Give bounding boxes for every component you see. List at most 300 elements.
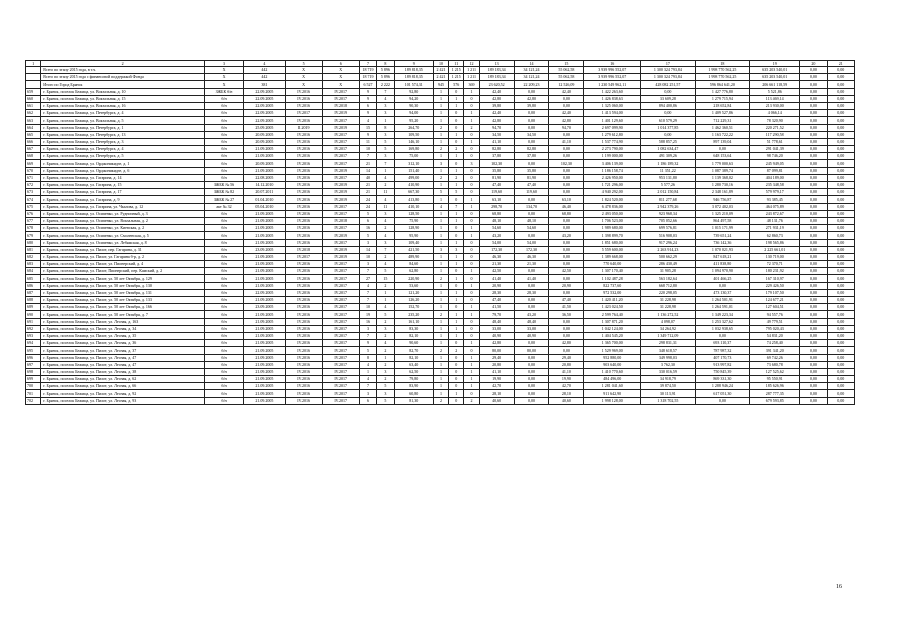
table-cell: 05.04.2010 bbox=[244, 203, 285, 210]
table-cell: 21.09.2005 bbox=[244, 210, 285, 217]
table-cell: 2 012 150,84 bbox=[641, 189, 696, 196]
table-cell: 126,20 bbox=[394, 297, 433, 304]
table-cell: 2 bbox=[449, 146, 464, 153]
table-cell: IV.2016 bbox=[285, 225, 322, 232]
table-cell: IV.2016 bbox=[285, 340, 322, 347]
table-cell: 0,00 bbox=[800, 383, 827, 390]
table-cell: 2 bbox=[433, 397, 448, 404]
table-cell: 0,00 bbox=[800, 153, 827, 160]
table-cell: 690 bbox=[26, 311, 41, 318]
table-cell: 750 845,39 bbox=[695, 368, 750, 375]
table-cell: 0,00 bbox=[800, 203, 827, 210]
table-cell: 206 661 118,59 bbox=[750, 81, 800, 88]
table-cell: 63,40 bbox=[394, 361, 433, 368]
table-cell: 1 bbox=[433, 318, 448, 325]
table-row bbox=[26, 376, 855, 383]
table-cell: 516 908,03 bbox=[641, 232, 696, 239]
table-cell: 49 779,51 bbox=[750, 318, 800, 325]
table-cell: 428 082 251,57 bbox=[641, 81, 696, 88]
table-cell: 72 370,71 bbox=[750, 261, 800, 268]
table-cell: 21.09.2005 bbox=[244, 390, 285, 397]
table-cell: 664 bbox=[26, 124, 41, 131]
table-cell: 3 bbox=[359, 239, 376, 246]
address-cell: г. Брянск, поселок Бежица, ул. Пилот, ул. 50 лет Октября, д. 133 bbox=[41, 297, 205, 304]
table-cell: 189 183,34 bbox=[479, 67, 514, 74]
table-cell: 1 bbox=[449, 182, 464, 189]
table-cell: 0,00 bbox=[514, 383, 549, 390]
table-cell: 62,50 bbox=[394, 368, 433, 375]
table-cell: 410,90 bbox=[394, 182, 433, 189]
table-cell: 407 170,73 bbox=[695, 354, 750, 361]
table-cell: 500 662,29 bbox=[641, 253, 696, 260]
table-cell: 5 bbox=[449, 189, 464, 196]
table-cell: 5 bbox=[377, 383, 394, 390]
table-cell: IV.2018 bbox=[285, 246, 322, 253]
table-row bbox=[26, 390, 855, 397]
table-cell: IV.2016 bbox=[285, 146, 322, 153]
table-cell: IV.2016 bbox=[285, 297, 322, 304]
table-cell: 134,70 bbox=[514, 203, 549, 210]
table-cell: 0,00 bbox=[827, 167, 854, 174]
table-cell: 2 bbox=[433, 124, 448, 131]
table-cell: 87 099,81 bbox=[750, 167, 800, 174]
table-cell: 21 bbox=[359, 182, 376, 189]
table-cell: 29,40 bbox=[479, 354, 514, 361]
table-cell: 911 642,90 bbox=[584, 390, 641, 397]
table-cell: 563 182,64 bbox=[641, 275, 696, 282]
table-cell: 0,00 bbox=[800, 311, 827, 318]
table-cell: ЗЖБК б/н bbox=[204, 88, 243, 95]
table-cell: 73 680,78 bbox=[750, 361, 800, 368]
address-cell: г. Брянск, поселок Бежица, ул. Пилот, ул. Лесная, д. 47 bbox=[41, 354, 205, 361]
table-cell: 0,00 bbox=[800, 138, 827, 145]
table-cell: 2 bbox=[377, 347, 394, 354]
table-cell: 0,00 bbox=[514, 340, 549, 347]
table-cell: 0,00 bbox=[827, 318, 854, 325]
table-cell: 1 bbox=[433, 253, 448, 260]
table-cell: 7 bbox=[449, 203, 464, 210]
table-cell: 0,00 bbox=[800, 131, 827, 138]
table-cell: IV.2016 bbox=[285, 397, 322, 404]
table-cell: б/н bbox=[204, 318, 243, 325]
table-cell: 172,30 bbox=[514, 246, 549, 253]
table-cell: 22.09.2005 bbox=[244, 88, 285, 95]
column-number-cell: 14 bbox=[514, 61, 549, 67]
table-cell: 1 389 668,00 bbox=[584, 253, 641, 260]
table-cell: 1 280 730,16 bbox=[695, 182, 750, 189]
table-cell: б/н bbox=[204, 376, 243, 383]
table-cell: 1 537 774,90 bbox=[584, 138, 641, 145]
table-cell: 0,00 bbox=[800, 246, 827, 253]
table-cell: 68,80 bbox=[479, 210, 514, 217]
table-cell: 2 bbox=[377, 225, 394, 232]
table-cell: 0,00 bbox=[800, 354, 827, 361]
table-cell: 0,00 bbox=[514, 390, 549, 397]
table-row bbox=[26, 311, 855, 318]
table-cell: 11 bbox=[377, 203, 394, 210]
table-cell: 0,00 bbox=[827, 297, 854, 304]
table-row bbox=[26, 297, 855, 304]
table-cell: 3 406 139,00 bbox=[584, 160, 641, 167]
table-cell: 0,00 bbox=[800, 81, 827, 88]
table-cell: 16 bbox=[359, 318, 376, 325]
table-cell: 21.09.2005 bbox=[244, 297, 285, 304]
table-cell: X bbox=[204, 81, 243, 88]
table-cell: 3 bbox=[377, 131, 394, 138]
table-cell: 0,00 bbox=[827, 217, 854, 224]
table-cell: 0,00 bbox=[827, 332, 854, 339]
table-cell: 0,00 bbox=[514, 160, 549, 167]
table-cell: 1 bbox=[449, 153, 464, 160]
address-cell: г. Брянск, поселок Бежица, ул. Гагарина, д. 15 bbox=[41, 182, 205, 189]
address-cell: г. Брянск, поселок Бежица, ул. Осипенко, ул. Рудничный, д. 3 bbox=[41, 210, 205, 217]
table-cell: б/н bbox=[204, 297, 243, 304]
table-cell: 0 bbox=[449, 376, 464, 383]
table-cell: 404 189,00 bbox=[750, 174, 800, 181]
table-cell: 75,90 bbox=[394, 217, 433, 224]
table-cell: 15 bbox=[377, 275, 394, 282]
table-cell: 897 139,04 bbox=[695, 138, 750, 145]
table-cell: 1 300 324 793,84 bbox=[641, 67, 696, 74]
table-cell: 588 857,25 bbox=[641, 138, 696, 145]
table-cell: 152,70 bbox=[394, 304, 433, 311]
address-cell: г. Брянск, поселок Бежица, ул. Пилот, ул. 50 лет Октября, д. 7 bbox=[41, 311, 205, 318]
column-number-cell: 12 bbox=[464, 61, 479, 67]
table-cell: б/н bbox=[204, 340, 243, 347]
table-cell: 702 bbox=[26, 397, 41, 404]
table-cell: 34 121,24 bbox=[514, 74, 549, 81]
table-cell: 01.04.2010 bbox=[244, 196, 285, 203]
table-row bbox=[26, 361, 855, 368]
address-cell: г. Брянск, поселок Бежица, ул. Петербурга, д. 4 bbox=[41, 110, 205, 117]
table-cell: 692 bbox=[26, 325, 41, 332]
address-cell: г. Брянск, поселок Бежица, ул. Осипенко, ул. Лебяжская, д. 8 bbox=[41, 239, 205, 246]
table-cell: 1 bbox=[433, 88, 448, 95]
table-cell: 1 bbox=[464, 268, 479, 275]
table-cell: 442 bbox=[244, 67, 285, 74]
table-cell: 271 931,19 bbox=[750, 225, 800, 232]
table-cell: б/н bbox=[204, 138, 243, 145]
table-cell bbox=[26, 81, 41, 88]
table-cell: б/н bbox=[204, 246, 243, 253]
address-cell: г. Брянск, поселок Бежица, ул. Гагарина, д. 17 bbox=[41, 189, 205, 196]
table-cell: 2 bbox=[377, 253, 394, 260]
table-cell: 161,10 bbox=[394, 318, 433, 325]
table-cell: 0 bbox=[449, 138, 464, 145]
table-cell: 20.09.2005 bbox=[244, 138, 285, 145]
column-number-cell: 10 bbox=[433, 61, 448, 67]
table-cell: 48,40 bbox=[514, 318, 549, 325]
table-cell: б/н bbox=[204, 110, 243, 117]
table-cell: 1 215 bbox=[449, 67, 464, 74]
table-cell: IV.2016 bbox=[285, 95, 322, 102]
table-cell: 1 bbox=[433, 332, 448, 339]
table-cell: 21.09.2005 bbox=[244, 253, 285, 260]
table-row bbox=[26, 74, 855, 81]
table-cell: IV.2017 bbox=[322, 304, 359, 311]
table-cell: 41,10 bbox=[479, 368, 514, 375]
table-row bbox=[26, 232, 855, 239]
table-cell: 0,00 bbox=[800, 304, 827, 311]
table-cell: 6 bbox=[359, 102, 376, 109]
table-cell: 0,00 bbox=[800, 174, 827, 181]
address-cell: г. Брянск, поселок Бежица, ул. Пилот, ул. Лесная, д. 47 bbox=[41, 361, 205, 368]
table-cell: 1 bbox=[449, 318, 464, 325]
table-cell: 691 bbox=[26, 318, 41, 325]
table-cell: 30 113,91 bbox=[641, 390, 696, 397]
address-cell: г. Брянск, поселок Бежица, ул. Пилот, ул. 50 лет Октября, д. 131 bbox=[41, 289, 205, 296]
table-cell: 7 bbox=[359, 289, 376, 296]
address-cell: г. Брянск, поселок Бежица, ул. Пилот, ул. 50 лет Октября, д. 129 bbox=[41, 275, 205, 282]
table-cell: 3 bbox=[377, 325, 394, 332]
table-cell: IV.2016 bbox=[285, 368, 322, 375]
table-cell: 1 851 680,00 bbox=[584, 239, 641, 246]
table-cell: 1 462 360,51 bbox=[695, 124, 750, 131]
table-cell: 0,00 bbox=[549, 153, 584, 160]
table-cell: 198 565,86 bbox=[750, 239, 800, 246]
table-cell: X bbox=[322, 67, 359, 74]
table-cell: 34 918,79 bbox=[641, 376, 696, 383]
table-cell: 24 bbox=[359, 203, 376, 210]
table-row bbox=[26, 340, 855, 347]
table-cell: 62,80 bbox=[394, 268, 433, 275]
table-cell: 2 bbox=[433, 275, 448, 282]
table-row bbox=[26, 138, 855, 145]
table-cell: 2 bbox=[377, 318, 394, 325]
table-cell: 2 942 379,26 bbox=[641, 203, 696, 210]
table-cell: 46,30 bbox=[514, 253, 549, 260]
table-cell: 1 bbox=[433, 390, 448, 397]
table-cell: 109,50 bbox=[394, 131, 433, 138]
table-cell: 1 721 296,00 bbox=[584, 182, 641, 189]
table-cell: 37,80 bbox=[479, 153, 514, 160]
table-cell: 21.09.2005 bbox=[244, 354, 285, 361]
table-cell: б/н bbox=[204, 361, 243, 368]
table-cell: 1 bbox=[464, 203, 479, 210]
table-row bbox=[26, 167, 855, 174]
table-cell: б/н bbox=[204, 282, 243, 289]
table-cell: IV.2017 bbox=[322, 131, 359, 138]
table-cell: 11 bbox=[377, 189, 394, 196]
table-cell: б/н bbox=[204, 225, 243, 232]
table-cell: IV.2016 bbox=[285, 153, 322, 160]
table-cell: 2 421 bbox=[433, 67, 448, 74]
table-cell: 2 599 764,40 bbox=[584, 311, 641, 318]
table-cell: IV.2017 bbox=[322, 174, 359, 181]
table-cell: 21.09.2005 bbox=[244, 261, 285, 268]
register-table-body bbox=[26, 61, 855, 405]
table-cell: 0,00 bbox=[800, 361, 827, 368]
table-cell: 0,00 bbox=[514, 117, 549, 124]
table-cell: 679 bbox=[26, 232, 41, 239]
table-cell: 94 557,76 bbox=[750, 311, 800, 318]
table-cell: 1 082 634,47 bbox=[641, 146, 696, 153]
table-row bbox=[26, 282, 855, 289]
table-cell: 3 bbox=[377, 210, 394, 217]
table-cell: 235,20 bbox=[394, 311, 433, 318]
table-cell: 0 bbox=[464, 102, 479, 109]
table-cell: 6 527 bbox=[359, 81, 376, 88]
table-cell: 667,30 bbox=[394, 189, 433, 196]
address-cell: г. Брянск, поселок Бежица, ул. Вокзальная, д. 10 bbox=[41, 88, 205, 95]
table-cell: IV.2017 bbox=[322, 332, 359, 339]
table-cell: IV.2016 bbox=[285, 268, 322, 275]
table-cell: 660 bbox=[26, 95, 41, 102]
table-cell: 0,00 bbox=[800, 160, 827, 167]
table-cell: 0 bbox=[449, 88, 464, 95]
table-cell: 659 bbox=[26, 88, 41, 95]
table-cell: 0 bbox=[449, 361, 464, 368]
table-cell: 41,40 bbox=[479, 275, 514, 282]
table-cell: 0 bbox=[464, 174, 479, 181]
table-cell: 220 271,52 bbox=[750, 124, 800, 131]
table-cell: 1 824 520,00 bbox=[584, 196, 641, 203]
table-cell: 0,00 bbox=[800, 210, 827, 217]
table-cell: 42,80 bbox=[479, 117, 514, 124]
table-cell: 0,00 bbox=[549, 102, 584, 109]
table-cell: 213 930,00 bbox=[750, 102, 800, 109]
table-cell: 699 576,81 bbox=[641, 225, 696, 232]
address-cell: Итого по Город Брянск bbox=[41, 81, 205, 88]
table-cell: 1 bbox=[464, 282, 479, 289]
table-cell: 0,00 bbox=[827, 88, 854, 95]
column-number-cell: 19 bbox=[750, 61, 800, 67]
table-cell: б/н bbox=[204, 124, 243, 131]
table-cell: 698 bbox=[26, 368, 41, 375]
table-row bbox=[26, 268, 855, 275]
table-cell: 21.09.2005 bbox=[244, 275, 285, 282]
table-cell: 21.09.2005 bbox=[244, 239, 285, 246]
table-cell: 1 bbox=[433, 376, 448, 383]
table-cell: 185 626,96 bbox=[750, 383, 800, 390]
table-row bbox=[26, 182, 855, 189]
table-cell: 0,00 bbox=[514, 397, 549, 404]
table-cell: 330 016,59 bbox=[641, 368, 696, 375]
table-cell: 117 290,58 bbox=[750, 131, 800, 138]
table-cell: 0 bbox=[449, 368, 464, 375]
table-cell: 2 bbox=[464, 397, 479, 404]
table-cell: IV.2017 bbox=[322, 390, 359, 397]
column-number-cell: 4 bbox=[244, 61, 285, 67]
table-cell: 20,90 bbox=[549, 282, 584, 289]
table-cell: 1 bbox=[449, 253, 464, 260]
table-cell: 48,10 bbox=[514, 217, 549, 224]
table-cell: 0,00 bbox=[549, 182, 584, 189]
table-cell: 1 279 715,94 bbox=[695, 95, 750, 102]
table-cell: IV.2017 bbox=[322, 297, 359, 304]
table-row bbox=[26, 318, 855, 325]
table-cell: 119,60 bbox=[479, 189, 514, 196]
table-cell: 2 426 950,00 bbox=[584, 174, 641, 181]
table-cell: 1 bbox=[464, 225, 479, 232]
table-cell: 2 222 bbox=[377, 81, 394, 88]
table-cell: 0,00 bbox=[514, 376, 549, 383]
table-cell: 3 bbox=[377, 153, 394, 160]
address-cell: Всего по этапу 2015 года, в т.ч. bbox=[41, 67, 205, 74]
table-cell: 0,00 bbox=[827, 189, 854, 196]
table-cell: 699 bbox=[26, 376, 41, 383]
table-cell: 18 719 bbox=[359, 74, 376, 81]
table-cell: 0,00 bbox=[827, 81, 854, 88]
table-cell: 1 bbox=[433, 289, 448, 296]
table-cell: 21.09.2005 bbox=[244, 167, 285, 174]
address-cell: г. Брянск, поселок Бежица, ул. Орджоникидзе, д. 6 bbox=[41, 167, 205, 174]
table-cell: 0,00 bbox=[549, 131, 584, 138]
table-cell: IV.2016 bbox=[285, 196, 322, 203]
table-cell: 0,00 bbox=[514, 268, 549, 275]
table-cell: 22 209,23 bbox=[514, 81, 549, 88]
table-cell: 1 413 594,00 bbox=[584, 110, 641, 117]
table-cell: 0,00 bbox=[827, 268, 854, 275]
table-cell: 0,00 bbox=[827, 67, 854, 74]
table-cell: 40,60 bbox=[479, 397, 514, 404]
table-cell: 1 042 124,00 bbox=[584, 325, 641, 332]
table-cell: 2 bbox=[377, 332, 394, 339]
table-cell: 0,00 bbox=[549, 239, 584, 246]
table-cell: б/н bbox=[204, 261, 243, 268]
table-cell: 40 bbox=[359, 174, 376, 181]
table-cell: 1 bbox=[433, 138, 448, 145]
table-cell: 596 864 641,20 bbox=[695, 81, 750, 88]
address-cell: г. Брянск, поселок Бежица, ул. Пилот, ул. Лесная, д. 37 bbox=[41, 347, 205, 354]
table-cell: 5 bbox=[377, 311, 394, 318]
table-cell: IV.2016 bbox=[285, 275, 322, 282]
table-cell: 668 712,80 bbox=[641, 282, 696, 289]
table-cell: 2 bbox=[433, 146, 448, 153]
table-cell: 2 bbox=[433, 174, 448, 181]
table-cell: 913 997,82 bbox=[695, 361, 750, 368]
table-cell: IV.2017 bbox=[322, 153, 359, 160]
table-cell: IV.2016 bbox=[285, 182, 322, 189]
table-cell: IV.2016 bbox=[285, 217, 322, 224]
table-cell: 669 bbox=[26, 160, 41, 167]
table-cell: 1 bbox=[433, 196, 448, 203]
table-cell: 4 bbox=[359, 117, 376, 124]
table-cell: 1 032 938,65 bbox=[695, 325, 750, 332]
table-cell: 34,50 bbox=[479, 131, 514, 138]
table-cell: б/н bbox=[204, 347, 243, 354]
table-cell: 1 349 223,34 bbox=[695, 311, 750, 318]
table-cell: 0,00 bbox=[800, 225, 827, 232]
table-cell: IV.2016 bbox=[285, 160, 322, 167]
table-cell: 1 bbox=[464, 117, 479, 124]
table-cell: 1 bbox=[433, 102, 448, 109]
table-cell: 14.12.2010 bbox=[244, 182, 285, 189]
address-cell: г. Брянск, поселок Бежица, ул. Осипенко, ул. Смоленская, д. 5 bbox=[41, 232, 205, 239]
table-cell: 0,00 bbox=[549, 261, 584, 268]
table-cell: 34 121,24 bbox=[514, 67, 549, 74]
table-cell: 1 186 158,74 bbox=[584, 167, 641, 174]
table-cell: б/н bbox=[204, 217, 243, 224]
address-cell: г. Брянск, поселок Бежица, ул. Пилот, ул. Лесная, д. 66 bbox=[41, 383, 205, 390]
table-cell: 3 bbox=[377, 110, 394, 117]
table-cell: 21.09.2005 bbox=[244, 368, 285, 375]
table-cell: 1 bbox=[464, 110, 479, 117]
table-cell: 1 bbox=[433, 217, 448, 224]
address-cell: г. Брянск, поселок Бежица, ул. Пилот, ул. Лесная, д. 62 bbox=[41, 376, 205, 383]
table-cell: IV.2016 bbox=[285, 311, 322, 318]
table-cell: IV.2017 bbox=[322, 225, 359, 232]
table-cell: 0,00 bbox=[827, 246, 854, 253]
table-cell: 0,00 bbox=[800, 74, 827, 81]
table-cell: 0 bbox=[464, 261, 479, 268]
table-cell: 1 bbox=[377, 167, 394, 174]
table-cell: 55 062,58 bbox=[549, 67, 584, 74]
table-cell: 2 bbox=[433, 311, 448, 318]
table-cell: 42,40 bbox=[549, 110, 584, 117]
table-cell: 0,00 bbox=[514, 196, 549, 203]
table-cell: 668 bbox=[26, 153, 41, 160]
